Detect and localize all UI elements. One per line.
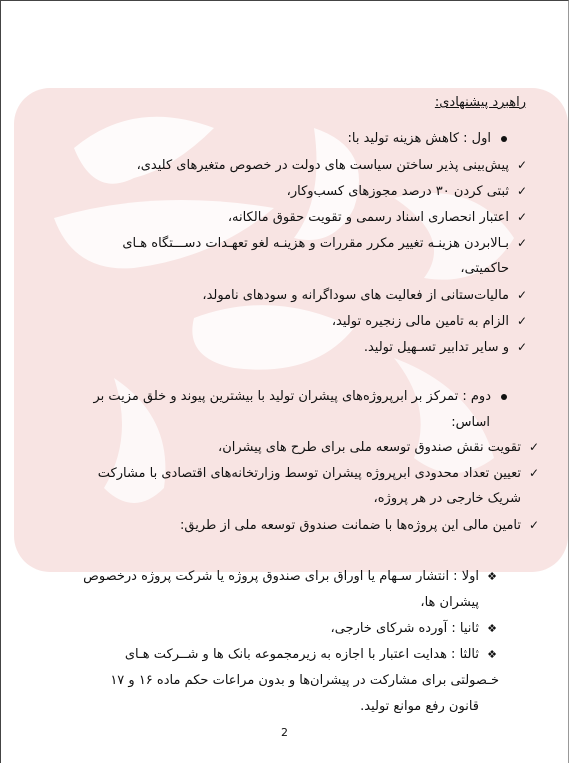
second-item: تامین مالی این پروژه‌ها با ضمانت صندوق توسعه ملی از طریق: [180, 518, 521, 533]
first-item-row [20, 282, 529, 309]
sub-item: ثالثا : هدایت اعتبار با اجازه به زیرمجموعه بانک ها و شــرکت هـای [124, 647, 479, 662]
checkmark-icon: ✓ [516, 340, 528, 354]
sub-item: ثانیا : آورده شرکای خارجی، [330, 621, 479, 636]
second-item: تقویت نقش صندوق توسعه ملی برای طرح های پیشران، [218, 440, 521, 455]
checkmark-icon: ✓ [528, 518, 540, 532]
second-item-continuation [20, 486, 521, 512]
first-item: ثبتی کردن ۳۰ درصد مجوزهای کسب‌وکار، [286, 184, 509, 199]
checkmark-icon: ✓ [528, 466, 540, 480]
first-item: پیش‌بینی پذیر ساختن سیاست های دولت در خصوص متغیرهای کلیدی، [136, 158, 509, 173]
second-title-continued: اساس: [451, 415, 490, 430]
checkmark-icon: ✓ [516, 288, 528, 302]
sub-item-continued: پیشران ها، [420, 595, 479, 610]
first-item: بـالابردن هزینـه تغییر مکرر مقررات و هزینـه لغو تعهـدات دســـتگاه هـای [122, 236, 509, 251]
first-item-row [20, 334, 529, 361]
sub-item-row [20, 616, 499, 642]
first-item: الزام به تامین مالی زنجیره تولید، [331, 314, 509, 329]
bullet-dot-icon [501, 136, 507, 142]
first-item: اعتبار انحصاری اسناد رسمی و تقویت حقوق مالکانه، [227, 210, 509, 225]
checkmark-icon: ✓ [516, 314, 528, 328]
first-title-row [20, 126, 507, 152]
checkmark-icon: ✓ [516, 236, 528, 250]
sub-item-continuation [20, 668, 499, 694]
diamond-bullet-icon: ❖ [487, 622, 497, 635]
second-item-continued: شریک خارجی در هر پروژه، [373, 491, 521, 506]
first-item-row [20, 308, 529, 335]
sub-item-continued: قانون رفع موانع تولید. [360, 699, 479, 714]
first-item-row [20, 178, 529, 205]
first-item: مالیات‌ستانی از فعالیت های سوداگرانه و سودهای نامولد، [202, 288, 509, 303]
second-title-row [20, 384, 507, 410]
first-item-row [20, 230, 529, 257]
diamond-bullet-icon: ❖ [487, 648, 497, 661]
bullet-dot-icon [501, 394, 507, 400]
sub-item: اولا : انتشار سـهام یا اوراق برای صندوق پروژه یا شرکت پروژه درخصوص [83, 569, 479, 584]
sub-item-row [20, 564, 499, 590]
sub-item-row [20, 642, 499, 668]
first-title: اول : کاهش هزینه تولید با: [347, 131, 491, 146]
second-item: تعیین تعداد محدودی ابرپروژه پیشران توسط وزارتخانه‌های اقتصادی با مشارکت [97, 466, 521, 481]
page-number: 2 [281, 726, 288, 739]
first-item-continued: حاکمیتی، [460, 261, 509, 276]
checkmark-icon: ✓ [528, 440, 540, 454]
checkmark-icon: ✓ [516, 210, 528, 224]
sub-item-continuation [20, 694, 479, 720]
second-title: دوم : تمرکز بر ابرپروژه‌های پیشران تولید با بیشترین پیوند و خلق مزیت بر [93, 389, 491, 404]
sub-item-continued: خـصولتی برای مشارکت در پیشران‌ها و بدون مراعات حکم ماده ۱۶ و ۱۷ [110, 673, 499, 688]
diamond-bullet-icon: ❖ [487, 570, 497, 583]
second-item-row [20, 434, 541, 461]
second-item-row [20, 512, 541, 539]
second-item-row [20, 460, 541, 487]
first-item: و سایر تدابیر تسـهیل تولید. [363, 340, 509, 355]
checkmark-icon: ✓ [516, 184, 528, 198]
first-item-row [20, 152, 529, 179]
first-item-row [20, 204, 529, 231]
second-title-continuation [20, 410, 490, 436]
first-item-continuation [20, 256, 509, 282]
section-heading: راهبرد پیشنهادی: [434, 95, 526, 110]
checkmark-icon: ✓ [516, 158, 528, 172]
sub-item-continuation [20, 590, 479, 616]
